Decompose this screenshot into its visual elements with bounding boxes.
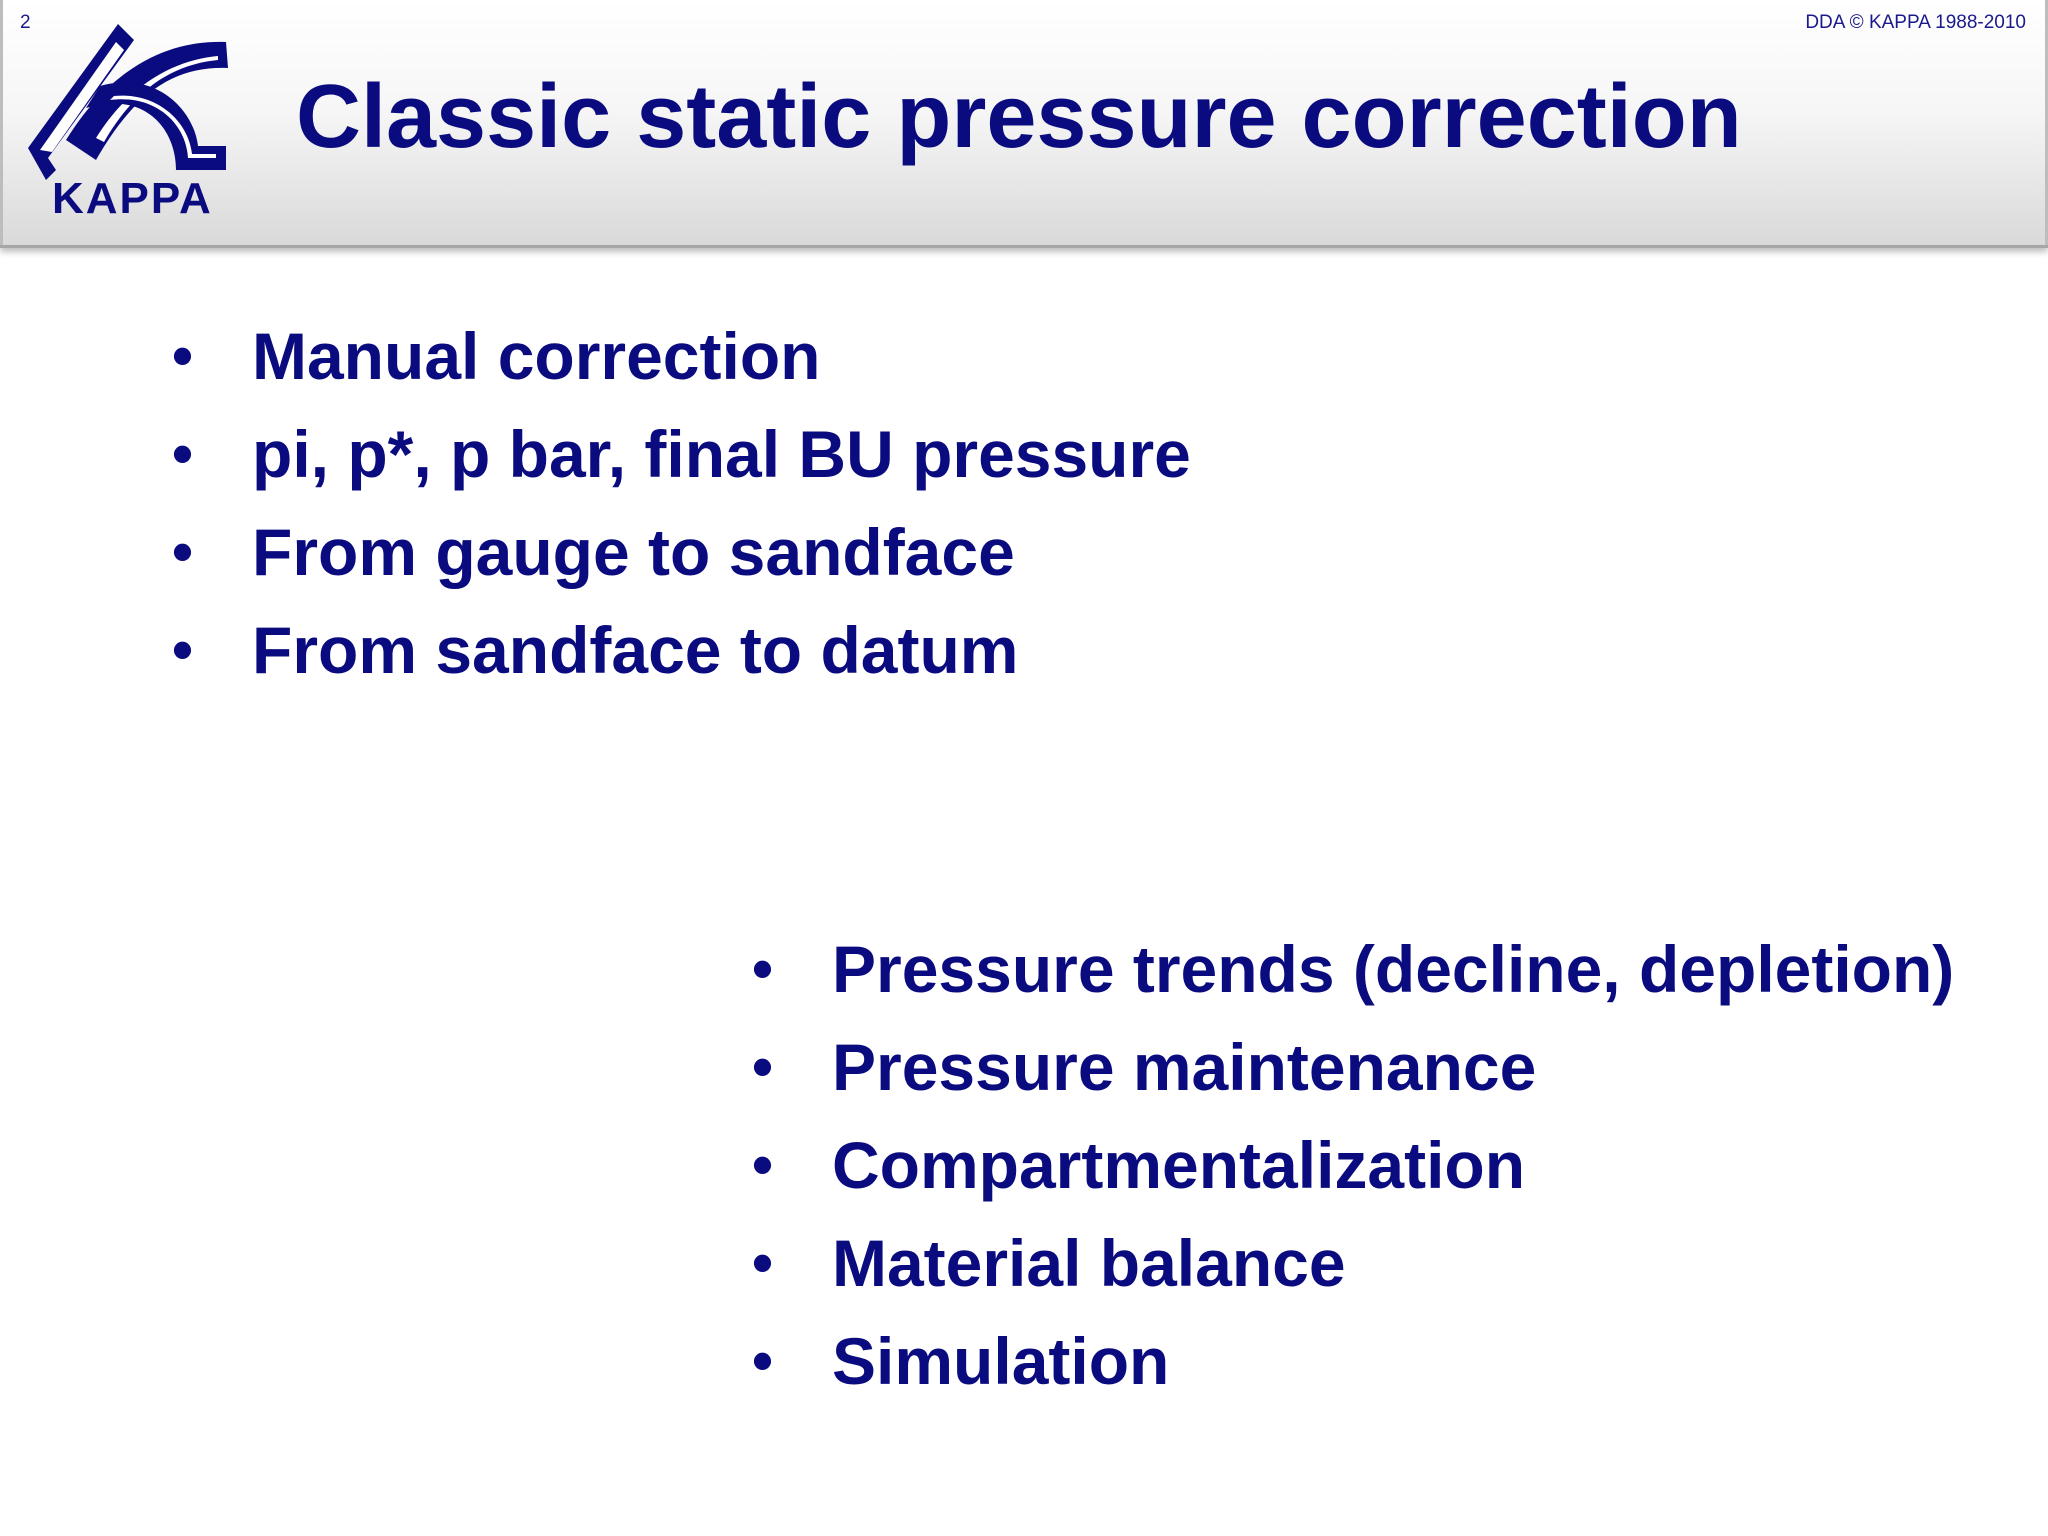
bullet-text: Simulation [832, 1324, 1170, 1398]
bullet-text: Manual correction [252, 319, 821, 393]
bullet-icon: • [752, 1327, 774, 1394]
slide-title: Classic static pressure correction [296, 67, 1742, 167]
bullet-text: Compartmentalization [832, 1128, 1526, 1202]
bullet-icon: • [752, 1033, 774, 1100]
logo-wordmark: KAPPA [52, 174, 213, 223]
page-number: 2 [20, 12, 31, 33]
bullet-icon: • [172, 420, 194, 487]
bullet-text: From sandface to datum [252, 613, 1019, 687]
bullet-text: Pressure maintenance [832, 1030, 1537, 1104]
kappa-logo-icon [26, 20, 256, 200]
copyright-notice: DDA © KAPPA 1988-2010 [1805, 12, 2026, 33]
bullet-icon: • [172, 616, 194, 683]
bullet-icon: • [752, 935, 774, 1002]
bullet-text: pi, p*, p bar, final BU pressure [252, 417, 1191, 491]
bullet-text: Material balance [832, 1226, 1346, 1300]
bullet-text: Pressure trends (decline, depletion) [832, 932, 1955, 1006]
bullet-icon: • [752, 1131, 774, 1198]
bullet-text: From gauge to sandface [252, 515, 1015, 589]
bullet-icon: • [752, 1229, 774, 1296]
header-left-edge [0, 0, 3, 245]
bullet-icon: • [172, 322, 194, 389]
bullet-icon: • [172, 518, 194, 585]
